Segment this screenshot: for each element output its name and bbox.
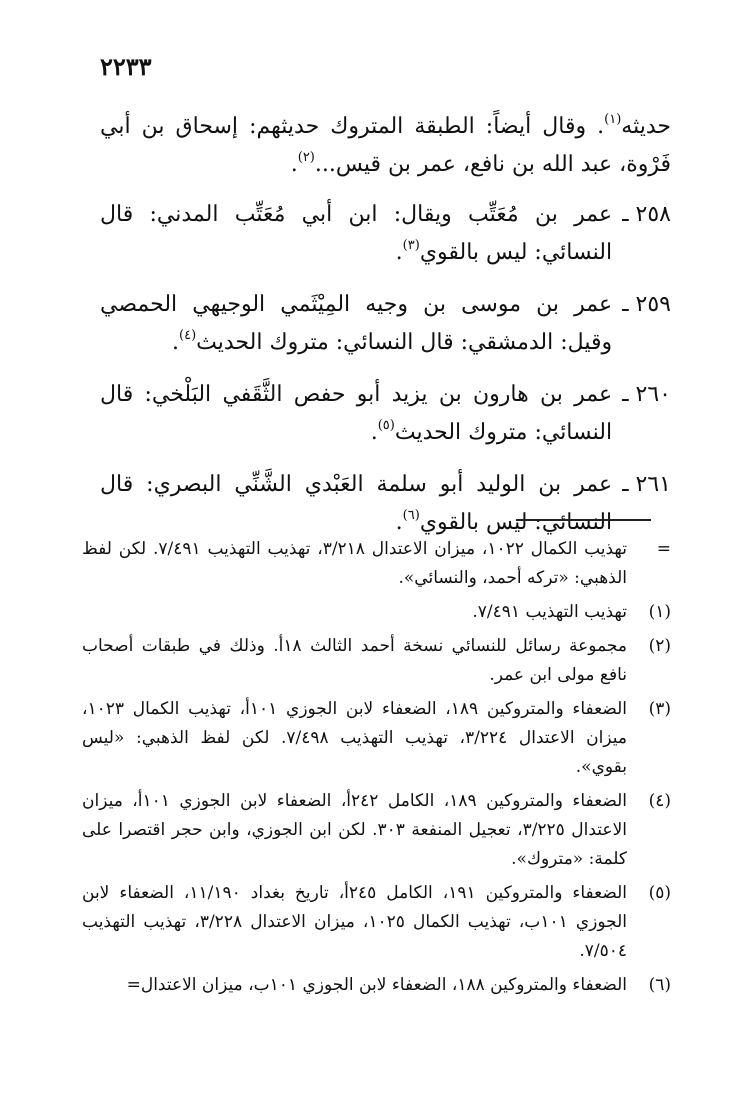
- footnote-ref: (٥): [377, 417, 395, 433]
- footnote-continuation: [82, 535, 671, 593]
- footnote-4: [82, 787, 671, 874]
- entry-body: عمر بن الوليد أبو سلمة العَبْدي الشَّنِّي البصري: قال النسائي: ليس بالقوي: [100, 472, 613, 535]
- entry-number: ٢٦١ ـ: [622, 472, 671, 497]
- footnote-marker: (٦): [648, 975, 671, 995]
- entry-body: عمر بن مُعَتِّب ويقال: ابن أبي مُعَتِّب المدني: قال النسائي: ليس بالقوي: [100, 202, 613, 265]
- entry-body: عمر بن موسى بن وجيه المِيْثَمي الوجيهي الحمصي وقيل: الدمشقي: قال النسائي: متروك الحديث: [100, 292, 613, 355]
- main-text: [100, 108, 671, 556]
- footnote-ref: (٢): [297, 149, 315, 165]
- footnote-marker: =: [656, 539, 671, 559]
- continuation-text-middle: . وقال أيضاً: الطبقة المتروك حديثهم: إسحاق بن أبي فَرْوة، عبد الله بن نافع، عمر بن قيس...: [100, 114, 671, 177]
- footnote-6: [82, 971, 671, 1000]
- entry-end: .: [172, 330, 180, 355]
- footnote-ref: (٦): [402, 507, 420, 523]
- footnote-marker: (٢): [648, 636, 671, 656]
- entry-text: [100, 286, 612, 362]
- footnote-text: الضعفاء والمتروكين ١٩١، الكامل ٢٤٥أ، تاريخ بغداد ١١/١٩٠، الضعفاء لابن الجوزي ١٠١ب، تهذيب الكمال ١٠٢٥، ميزان الاعتدال ٣/٢٢٨، تهذيب التهذيب ٧/٥٠٤.: [82, 883, 628, 961]
- footnote-text: الضعفاء والمتروكين ١٨٩، الضعفاء لابن الجوزي ١٠١أ، تهذيب الكمال ١٠٢٣، ميزان الاعتدال ٣/٢٢٤، تهذيب التهذيب ٧/٤٩٨. لكن لفظ الذهبي: «ليس بقوي».: [82, 699, 627, 777]
- continuation-text-end: .: [290, 152, 298, 177]
- footnote-ref: (٤): [179, 327, 197, 343]
- footnote-3: [82, 695, 671, 782]
- footnote-marker: (٥): [648, 883, 671, 903]
- continuation-text-start: حديثه: [621, 114, 671, 139]
- entry-text: [100, 376, 612, 452]
- footnote-5: [82, 879, 671, 966]
- entry-end: .: [395, 240, 403, 265]
- footnote-1: [82, 598, 671, 627]
- entry-end: .: [370, 420, 378, 445]
- footnote-marker: (٤): [648, 791, 671, 811]
- footnote-marker: (١): [648, 602, 671, 622]
- continuation-paragraph: [100, 108, 671, 184]
- page-number: ٢٢٣٣: [100, 52, 152, 81]
- entry-number: ٢٥٨ ـ: [622, 202, 671, 227]
- footnotes: [82, 535, 671, 1005]
- entry-259: [100, 286, 671, 362]
- footnote-ref: (١): [604, 111, 622, 127]
- footnote-2: [82, 632, 671, 690]
- entry-body: عمر بن هارون بن يزيد أبو حفص الثَّقَفي البَلْخي: قال النسائي: متروك الحديث: [100, 382, 613, 445]
- entry-number: ٢٦٠ ـ: [622, 382, 671, 407]
- footnote-separator: [516, 519, 651, 521]
- entry-end: .: [395, 510, 403, 535]
- footnote-text: تهذيب التهذيب ٧/٤٩١.: [472, 602, 627, 622]
- entry-text: [100, 466, 612, 542]
- footnote-ref: (٣): [402, 237, 420, 253]
- footnote-text: تهذيب الكمال ١٠٢٢، ميزان الاعتدال ٣/٢١٨، تهذيب التهذيب ٧/٤٩١. لكن لفظ الذهبي: «تركه أحمد، والنسائي».: [82, 539, 628, 588]
- footnote-text: مجموعة رسائل للنسائي نسخة أحمد الثالث ١٨أ. وذلك في طبقات أصحاب نافع مولى ابن عمر.: [82, 636, 627, 685]
- entry-260: [100, 376, 671, 452]
- entry-number: ٢٥٩ ـ: [622, 292, 671, 317]
- entry-text: [100, 196, 612, 272]
- entry-258: [100, 196, 671, 272]
- entry-261: [100, 466, 671, 542]
- footnote-marker: (٣): [648, 699, 671, 719]
- footnote-text: الضعفاء والمتروكين ١٨٨، الضعفاء لابن الجوزي ١٠١ب، ميزان الاعتدال=: [126, 975, 627, 995]
- footnote-text: الضعفاء والمتروكين ١٨٩، الكامل ٢٤٢أ، الضعفاء لابن الجوزي ١٠١أ، ميزان الاعتدال ٣/٢٢٥، تعجيل المنفعة ٣٠٣. لكن ابن الجوزي، وابن حجر اقتصرا على كلمة: «متروك».: [82, 791, 627, 869]
